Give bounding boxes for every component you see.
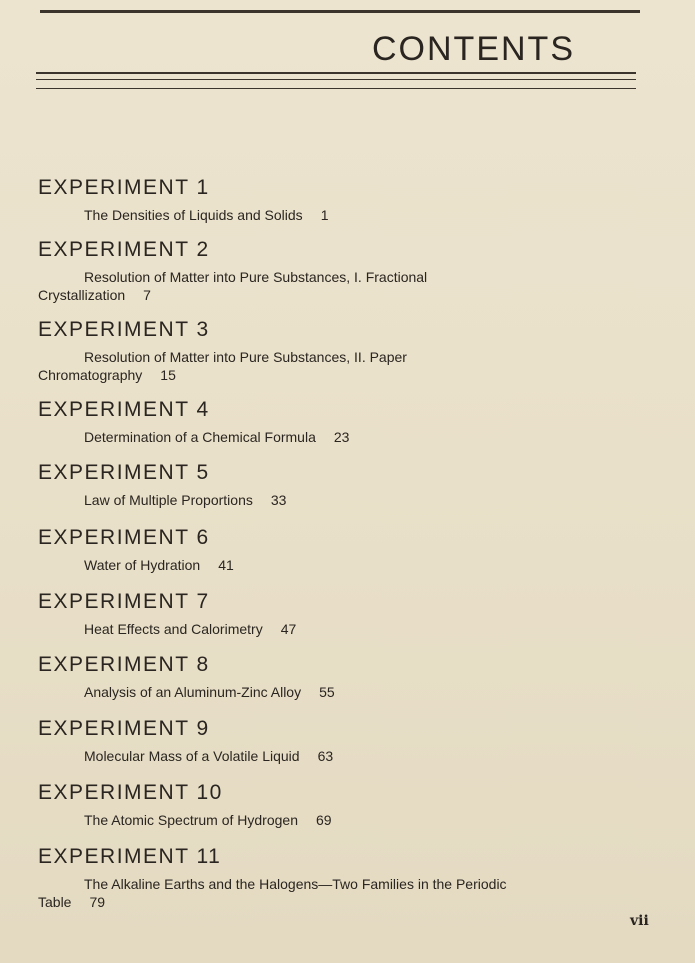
title-rule bbox=[36, 79, 636, 80]
toc-entry bbox=[38, 717, 598, 765]
page-number: 55 bbox=[319, 684, 335, 700]
experiment-title: Analysis of an Aluminum-Zinc Alloy bbox=[84, 684, 302, 700]
experiment-title-line bbox=[38, 556, 598, 574]
toc-entry bbox=[38, 238, 508, 304]
page-folio: vii bbox=[630, 913, 649, 929]
top-rule bbox=[40, 10, 640, 13]
toc-entry bbox=[38, 845, 508, 911]
toc-entry bbox=[38, 318, 478, 384]
experiment-heading: EXPERIMENT 6 bbox=[38, 526, 210, 549]
experiment-title: Law of Multiple Proportions bbox=[84, 492, 253, 508]
experiment-title-line bbox=[38, 491, 598, 509]
toc-entry bbox=[38, 653, 598, 701]
toc-entry bbox=[38, 590, 598, 638]
page-number: 69 bbox=[316, 812, 332, 828]
experiment-title-line bbox=[38, 268, 508, 304]
experiment-title-line bbox=[38, 875, 508, 911]
toc-entry bbox=[38, 526, 598, 574]
page-number: 41 bbox=[218, 557, 234, 573]
page-number: 33 bbox=[270, 492, 287, 508]
experiment-heading: EXPERIMENT 4 bbox=[38, 398, 210, 421]
experiment-title: The Densities of Liquids and Solids bbox=[84, 207, 303, 223]
experiment-heading: EXPERIMENT 1 bbox=[38, 176, 210, 199]
experiment-heading: EXPERIMENT 5 bbox=[38, 461, 210, 484]
experiment-title: The Alkaline Earths and the Halogens—Two Families in the Periodic Table bbox=[38, 876, 507, 910]
experiment-heading: EXPERIMENT 9 bbox=[38, 717, 210, 740]
experiment-title-line bbox=[38, 683, 598, 701]
page-title: CONTENTS bbox=[372, 30, 575, 68]
page-number: 47 bbox=[280, 621, 297, 637]
title-rule bbox=[36, 88, 636, 89]
experiment-heading: EXPERIMENT 3 bbox=[38, 318, 210, 341]
title-rule bbox=[36, 72, 636, 74]
experiment-title-line bbox=[38, 348, 478, 384]
experiment-title-line bbox=[38, 811, 598, 829]
toc-entry bbox=[38, 176, 598, 224]
toc-entry bbox=[38, 398, 598, 446]
experiment-title-line bbox=[38, 206, 598, 224]
experiment-heading: EXPERIMENT 11 bbox=[38, 845, 222, 868]
experiment-title-line bbox=[38, 620, 598, 638]
experiment-title-line bbox=[38, 428, 598, 446]
experiment-title: Heat Effects and Calorimetry bbox=[84, 621, 263, 637]
experiment-title: Resolution of Matter into Pure Substances, I. Fractional Crystallization bbox=[38, 269, 428, 303]
experiment-title: Resolution of Matter into Pure Substances, II. Paper Chromatography bbox=[38, 349, 407, 383]
toc-entry bbox=[38, 781, 598, 829]
experiment-heading: EXPERIMENT 8 bbox=[38, 653, 210, 676]
experiment-heading: EXPERIMENT 7 bbox=[38, 590, 210, 613]
experiment-title: Determination of a Chemical Formula bbox=[84, 429, 316, 445]
experiment-heading: EXPERIMENT 10 bbox=[38, 781, 223, 804]
page-number: 15 bbox=[160, 367, 176, 383]
page-number: 7 bbox=[143, 287, 151, 303]
page-number: 63 bbox=[317, 748, 334, 764]
page-number: 23 bbox=[333, 429, 350, 445]
experiment-title: Water of Hydration bbox=[84, 557, 201, 573]
experiment-heading: EXPERIMENT 2 bbox=[38, 238, 210, 261]
experiment-title: The Atomic Spectrum of Hydrogen bbox=[84, 812, 298, 828]
page-number: 1 bbox=[320, 207, 329, 223]
page-number: 79 bbox=[89, 894, 106, 910]
experiment-title: Molecular Mass of a Volatile Liquid bbox=[84, 748, 300, 764]
experiment-title-line bbox=[38, 747, 598, 765]
toc-entry bbox=[38, 461, 598, 509]
